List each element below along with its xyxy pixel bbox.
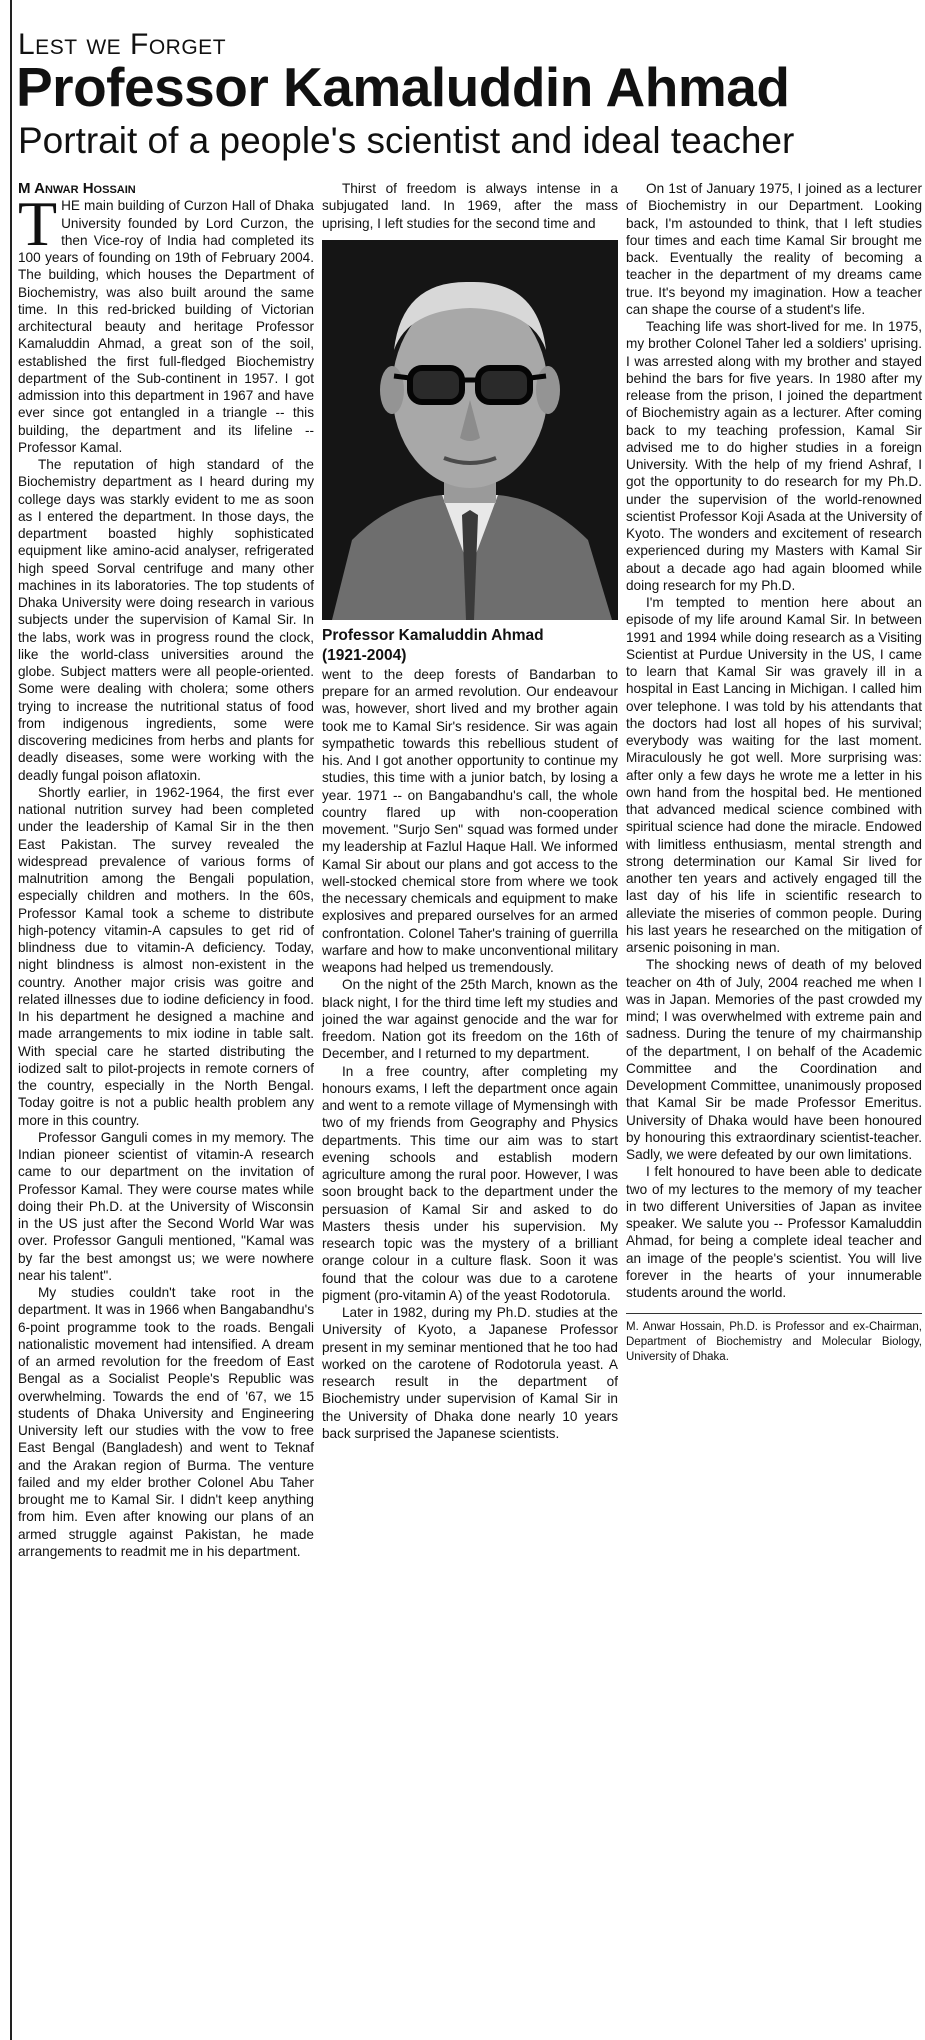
article-paragraph-8: In a free country, after completing my honours exams, I left the department once again and went to a remote village of Mymensingh with two of my friends from Geography and Physics departments. This time our aim was to start evening schools and establish modern agriculture among the rural poor. However, I was soon brought back to the department under the persuasion of Kamal Sir and asked to do Masters thesis under his supervision. My research topic was the mystery of a brilliant orange colour in a culture flask. Soon it was found that the colour was due to a carotene pigment (pro-vitamin A) of the yeast Rodotorula. <box>322 1063 618 1303</box>
section-kicker: Lest we Forget <box>18 28 227 61</box>
article-paragraph-9: Later in 1982, during my Ph.D. studies at the University of Kyoto, a Japanese Professor present in my seminar mentioned that he too had worked on the carotene of Rodotorula yeast. A research result in the department of Biochemistry under supervision of Kamal Sir in the University of Dhaka done nearly 10 years back surprised the Japanese scientists. <box>322 1305 618 1441</box>
article-column-2 <box>322 180 618 2030</box>
subheadline: Portrait of a people's scientist and ideal teacher <box>18 120 795 161</box>
caption-years: (1921-2004) <box>322 646 407 664</box>
article-paragraph-14: I felt honoured to have been able to dedicate two of my lectures to the memory of my teacher in two different Universities of Japan as invitee speaker. We salute you -- Professor Kamaluddin Ahmad, for being a complete ideal teacher and an image of the people's scientist. You will live forever in the hearts of your innumerable students around the world. <box>626 1164 922 1300</box>
paragraph-1-text: HE main building of Curzon Hall of Dhaka University founded by Lord Curzon, the then Vice-roy of India had completed its 100 years of founding on 19th of February 2004. The building, which houses the Department of Biochemistry, was also built around the same time. In this red-bricked building of Victorian architectural beauty and heritage Professor Kamaluddin Ahmad, a great son of the soil, established the first full-fledged Biochemistry department of the Sub-continent in 1957. I got admission into this department in 1967 and have ever since got entangled in a triangle -- this building, the department and its lifeline -- Professor Kamal. <box>18 198 314 455</box>
byline: M Anwar Hossain <box>18 180 136 197</box>
newspaper-page <box>10 0 922 2040</box>
photo-caption <box>322 626 618 666</box>
article-paragraph-6: Thirst of freedom is always intense in a subjugated land. In 1969, after the mass uprising, I left studies for the second time and <box>322 181 618 231</box>
article-paragraph-5: My studies couldn't take root in the department. It was in 1966 when Bangabandhu's 6-point programme took to the roads. Bengali nationalistic movement had intensified. A dream of an armed revolution for the freedom of East Bengal as a Socialist People's Republic was overwhelming. Towards the end of '67, we 15 students of Dhaka University and Engineering University left our studies with the vow to free East Bengal (Bangladesh) and went to Teknaf and the Arakan region of Burma. The venture failed and my elder brother Colonel Abu Taher brought me to Kamal Sir. I didn't keep anything from him. Even after knowing our plans of an armed struggle against Pakistan, he made arrangements to readmit me in his department. <box>18 1285 314 1559</box>
article-column-1 <box>18 180 314 2030</box>
article-paragraph-4: Professor Ganguli comes in my memory. The Indian pioneer scientist of vitamin-A research came to our department on the invitation of Professor Kamal. They were course mates while doing their Ph.D. at the University of Wisconsin in the US just after the Second World War was over. Professor Ganguli mentioned, "Kamal was by far the best amongst us; we were nowhere near his talent". <box>18 1129 314 1283</box>
article-paragraph-2: The reputation of high standard of the Biochemistry department as I heard during my college days was starkly evident to me as soon as I entered the department. In those days, the department boasted highly sophisticated equipment like amino-acid analyser, refrigerated high speed Sorval centrifuge and many other machines in its laboratories. The top students of Dhaka University were doing research in various subjects under the supervision of Kamal Sir. In the labs, work was in progress round the clock, like the world-class universities around the globe. Subject matters were all people-oriented. Some were dealing with cholera; some others trying to increase the nutritional status of food from indigenous ingredients, some were discovering medicines from herbs and plants for deadly diseases, some were working with the deadly fungal poison aflatoxin. <box>18 457 314 783</box>
article-paragraph-3: Shortly earlier, in 1962-1964, the first ever national nutrition survey had been completed under the leadership of Kamal Sir in the then East Pakistan. The survey revealed the widespread prevalence of various forms of malnutrition among the Bengali population, especially children and mothers. In the 60s, Professor Kamal took a scheme to distribute high-potency vitamin-A capsules to get rid of blindness due to vitamin-A deficiency. Today, night blindness is almost non-existent in the country. Another major crisis was goitre and related illnesses due to iodine deficiency in food. In his department he designed a machine and made arrangements to mix iodine in table salt. With special care he started distributing the iodized salt to pilot-projects in remote corners of the country, especially in the North Bengal. Today goitre is not a public health problem any more in this country. <box>18 784 314 1128</box>
author-footnote: M. Anwar Hossain, Ph.D. is Professor and ex-Chairman, Department of Biochemistry and Molecular Biology, University of Dhaka. <box>626 1313 922 1365</box>
portrait-photo <box>322 240 618 620</box>
article-paragraph-11: Teaching life was short-lived for me. In 1975, my brother Colonel Taher led a soldiers' uprising. I was arrested along with my brother and stayed behind the bars for five years. In 1980 after my release from the prison, I joined the department of Biochemistry again as a lecturer. After coming back to my teaching profession, Kamal Sir advised me to do higher studies in a foreign University. With the help of my friend Ashraf, I got the opportunity to do research for my Ph.D. under the supervision of the world-renowned scientist Professor Koji Asada at the University of Kyoto. The wonders and excitement of research experienced during my Masters with Kamal Sir about a decade ago had again bloomed while doing research for my Ph.D. <box>626 319 922 593</box>
article-paragraph-12: I'm tempted to mention here about an episode of my life around Kamal Sir. In between 1991 and 1994 while doing research as a Visiting Scientist at Purdue University in the US, I came to learn that Kamal Sir was gravely ill in a hospital in East Lancing in Michigan. I called him over telephone. I was told by his attendants that the doctors had lost all hopes of his survival; everybody was waiting for the last moment. Miraculously he got well. More surprising was: after only a few days he wrote me a letter in his own hand from the hospital bed. He mentioned that advanced medical science combined with spiritual science had done the miracle. Endowed with limitless enthusiasm, mental strength and strong determination our Kamal Sir lived for another ten years and actively engaged till the last day of his life in scientific research to alleviate the miseries of common people. During his last years he researched on the mitigation of arsenic poisoning in man. <box>626 595 922 955</box>
portrait-illustration <box>322 240 618 620</box>
article-column-3 <box>626 180 922 2030</box>
article-paragraph-7: On the night of the 25th March, known as the black night, I for the third time left my studies and joined the war against genocide and the war for freedom. Nation got its freedom on the 16th of December, and I returned to my department. <box>322 977 618 1062</box>
article-paragraph-10: On 1st of January 1975, I joined as a lecturer of Biochemistry in our Department. Looking back, I'm astounded to think, that I left studies four times and each time Kamal Sir brought me back. Eventually the reality of becoming a teacher in the department of my dreams came true. It's beyond my imagination. How a teacher can shape the course of a student's life. <box>626 181 922 317</box>
caption-name: Professor Kamaluddin Ahmad <box>322 626 544 644</box>
headline: Professor Kamaluddin Ahmad <box>16 56 790 118</box>
article-paragraph-6-continued: went to the deep forests of Bandarban to prepare for an armed revolution. Our endeavour was, however, short lived and my brother again took me to Kamal Sir's residence. Sir was again sympathetic towards this rebellious student of his. And I got another opportunity to continue my studies, this time with a junior batch, by losing a year. 1971 -- on Bangabandhu's call, the whole country flared up with non-cooperation movement. "Surjo Sen" squad was formed under my leadership at Fazlul Haque Hall. We informed Kamal Sir about our plans and got access to the well-stocked chemical store from where we took the necessary chemicals and equipment to make explosives and prepared ourselves for an armed confrontation. Colonel Taher's training of guerrilla warfare and how to make unconventional military weapons had helped us tremendously. <box>322 666 618 975</box>
drop-cap: T <box>18 188 58 260</box>
article-paragraph-13: The shocking news of death of my beloved teacher on 4th of July, 2004 reached me when I was in Japan. Memories of the past crowded my mind; I was overwhelmed with extreme pain and sadness. During the tenure of my chairmanship of the department, I on behalf of the Academic Committee and the Coordination and Development Committee, unanimously proposed that Kamal Sir be made Professor Emeritus. University of Dhaka would have been honoured by honouring this extraordinary scientist-teacher. Sadly, we were defeated by our own limitations. <box>626 957 922 1162</box>
